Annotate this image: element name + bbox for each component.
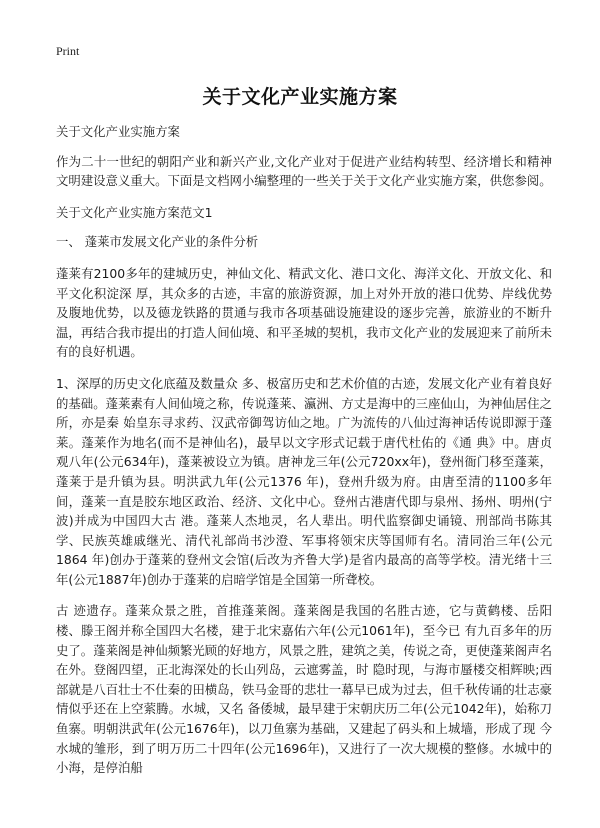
body-paragraph: 蓬莱有2100多年的建城历史，神仙文化、精武文化、港口文化、海洋文化、开放文化、和平文化积淀深 厚，其众多的古迹，丰富的旅游资源，加上对外开放的港口优势、岸线优势及腹地优势，以及德龙铁路的贯通与我市各项基础设施建设的逐步完善，旅游业的不断升 温，再结合我市提出的打造人间仙境、和平圣城的契机，我市文化产业的发展迎来了前所未有的良好机遇。 bbox=[56, 265, 552, 360]
subtitle-paragraph: 关于文化产业实施方案 bbox=[56, 124, 180, 139]
intro-paragraph: 作为二十一世纪的朝阳产业和新兴产业,文化产业对于促进产业结构转型、经济增长和精神文明建设意义重大。下面是文档网小编整理的一些关于关于文化产业实施方案，供您参阅。 bbox=[56, 153, 552, 189]
body-paragraph: 1、深厚的历史文化底蕴及数量众 多、极富历史和艺术价值的古迹，发展文化产业有着良好的基础。蓬莱素有人间仙境之称，传说蓬莱、瀛洲、方丈是海中的三座仙山，为神仙居住之所，亦是秦 始皇东寻求药、汉武帝御驾访仙之地。广为流传的八仙过海神话传说即源于蓬莱。蓬莱作为地名(而不是神仙名)，最早以文字形式记载于唐代杜佑的《通 典》中。唐贞观八年(公元634年)，蓬莱被设立为镇。唐神龙三年(公元720xx年)，登州衙门移至蓬莱，蓬莱于是升镇为县。明洪武九年(公元1376 年)，登州升级为府。由唐至清的1100多年间，蓬莱一直是胶东地区政治、经济、文化中心。登州古港唐代即与泉州、扬州、明州(宁波)并成为中国四大古 港。蓬莱人杰地灵，名人辈出。明代监察御史诵镜、刑部尚书陈其学、民族英雄戚继光、清代礼部尚书沙澄、军事将领宋庆等国师有名。清同治三年(公元1864 年)创办于蓬莱的登州文会馆(后改为齐鲁大学)是省内最高的高等学校。清光绪十三年(公元1887年)创办于蓬莱的启暗学馆是全国第一所聋校。 bbox=[56, 375, 552, 587]
page-title: 关于文化产业实施方案 bbox=[202, 86, 398, 108]
document-body bbox=[56, 122, 552, 790]
body-paragraph: 古 迹遗存。蓬莱众景之胜，首推蓬莱阁。蓬莱阁是我国的名胜古迹，它与黄鹤楼、岳阳楼、滕王阁并称全国四大名楼，建于北宋嘉佑六年(公元1061年)，至今已 有九百多年的历史了。蓬莱阁是神仙频繁光顾的好地方，风景之胜，建筑之美，传说之奇，更使蓬莱阁声名在外。登阁四望，正北海深处的长山列岛，云遮雾盖，时 隐时现，与海市蜃楼交相辉映;西部就是八百壮士不仕秦的田横岛，铁马金哥的悲壮一幕早已成为过去，但千秋传诵的壮志豪情似乎还在上空萦腾。水城，又名 备倭城，最早建于宋朝庆历二年(公元1042年)，始称刀鱼寨。明朝洪武年(公元1676年)，以刀鱼寨为基础，又建起了码头和上城墙，形成了现 今水城的雏形，到了明万历二十四年(公元1696年)，又进行了一次大规模的整修。水城中的小海，是停泊船 bbox=[56, 603, 552, 776]
print-link[interactable]: Print bbox=[56, 44, 80, 58]
subsection-heading: 一、 蓬莱市发展文化产业的条件分析 bbox=[56, 234, 259, 250]
section-heading: 关于文化产业实施方案范文1 bbox=[56, 204, 213, 220]
